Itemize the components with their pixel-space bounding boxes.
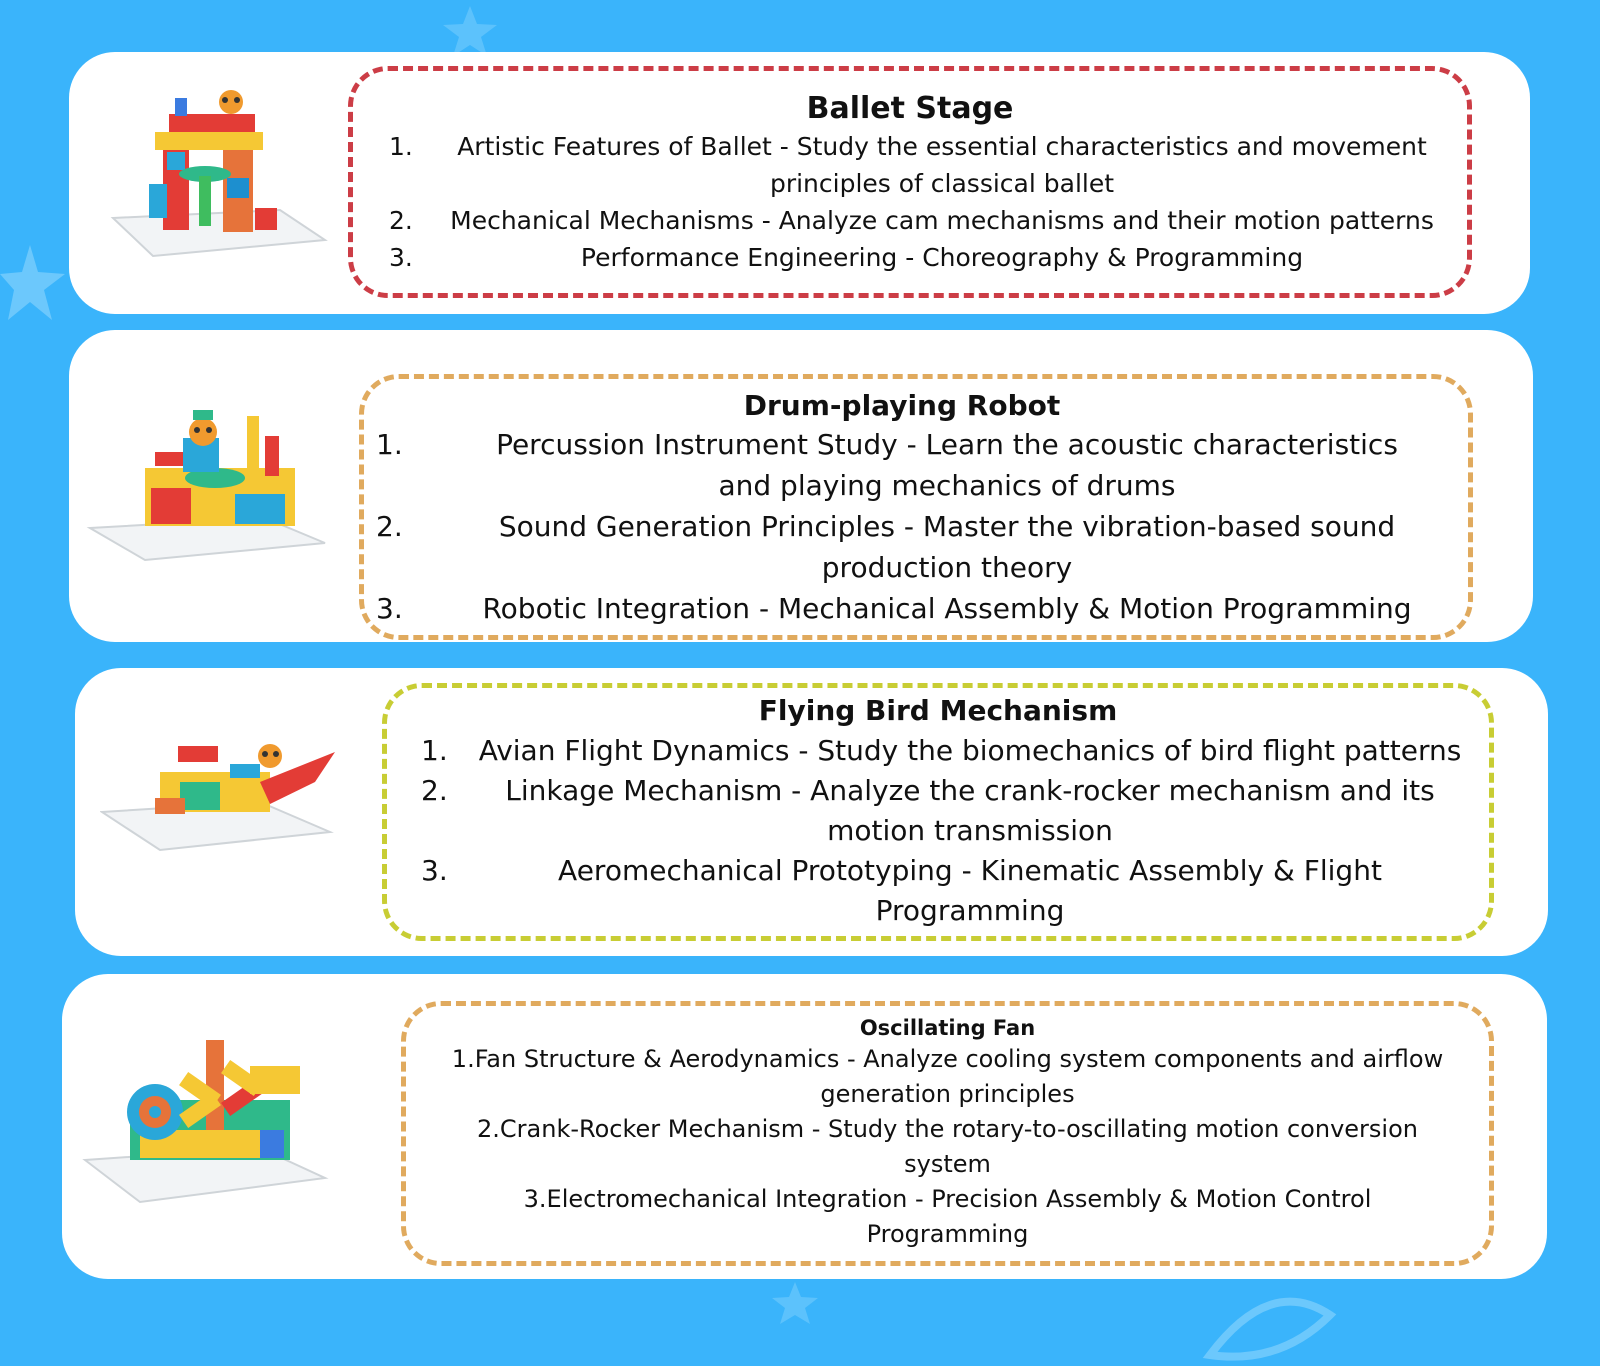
card-title: Drum-playing Robot (743, 389, 1061, 422)
item-text: Percussion Instrument Study - Learn the acoustic characteristics and playing mechanics of drums (496, 428, 1398, 502)
item-number: 2. (389, 205, 413, 235)
feature-list (369, 128, 1451, 276)
item-number: 2. (421, 773, 448, 807)
item-text: Mechanical Mechanisms - Analyze cam mechanisms and their motion patterns (450, 205, 1434, 235)
list-item (369, 239, 1451, 276)
ballet-stage-model-image (105, 88, 330, 273)
item-number: 2. (376, 510, 403, 543)
oscillating-fan-info-box (401, 1001, 1494, 1266)
item-number: 3. (376, 592, 403, 625)
star-decoration-icon (440, 4, 500, 58)
item-number: 3. (389, 242, 413, 272)
feature-paragraph: 3.Electromechanical Integration - Precision Assembly & Motion Control Programming (523, 1184, 1372, 1248)
feature-list (376, 424, 1428, 629)
drum-robot-model-image (85, 408, 345, 568)
item-text: Artistic Features of Ballet - Study the essential characteristics and movement principles of classical ballet (457, 131, 1427, 198)
item-number: 3. (421, 853, 448, 887)
ballet-stage-info-box (348, 66, 1472, 298)
item-text: Robotic Integration - Mechanical Assembly & Motion Programming (482, 592, 1412, 625)
list-item (369, 128, 1451, 202)
item-number: 1. (389, 131, 413, 161)
feature-list (407, 731, 1469, 931)
feature-paragraph: 2.Crank-Rocker Mechanism - Study the rotary-to-oscillating motion conversion system (477, 1114, 1418, 1178)
list-item (376, 506, 1428, 588)
list-item (407, 771, 1469, 851)
leaf-decoration-icon (1200, 1285, 1340, 1365)
list-item (407, 851, 1469, 931)
card-title: Ballet Stage (806, 90, 1014, 126)
card-title: Flying Bird Mechanism (758, 693, 1118, 727)
flying-bird-info-box (382, 683, 1494, 941)
list-item (376, 424, 1428, 506)
star-decoration-icon (770, 1280, 820, 1326)
item-text: Avian Flight Dynamics - Study the biomechanics of bird flight patterns (478, 733, 1462, 767)
item-number: 1. (421, 733, 448, 767)
star-decoration-icon (0, 240, 70, 330)
card-title: Oscillating Fan (859, 1015, 1036, 1040)
list-item (369, 202, 1451, 239)
item-text: Sound Generation Principles - Master the vibration-based sound production theory (498, 510, 1396, 584)
item-text: Performance Engineering - Choreography & Programming (580, 242, 1304, 272)
oscillating-fan-model-image (80, 1030, 340, 1210)
flying-bird-model-image (100, 742, 340, 852)
feature-paragraph: 1.Fan Structure & Aerodynamics - Analyze cooling system components and airflow generation principles (451, 1044, 1444, 1108)
item-text: Aeromechanical Prototyping - Kinematic Assembly & Flight Programming (558, 853, 1382, 927)
item-number: 1. (376, 428, 403, 461)
drum-robot-info-box (359, 374, 1473, 640)
list-item (407, 731, 1469, 771)
list-item (376, 588, 1428, 629)
item-text: Linkage Mechanism - Analyze the crank-rocker mechanism and its motion transmission (505, 773, 1435, 847)
